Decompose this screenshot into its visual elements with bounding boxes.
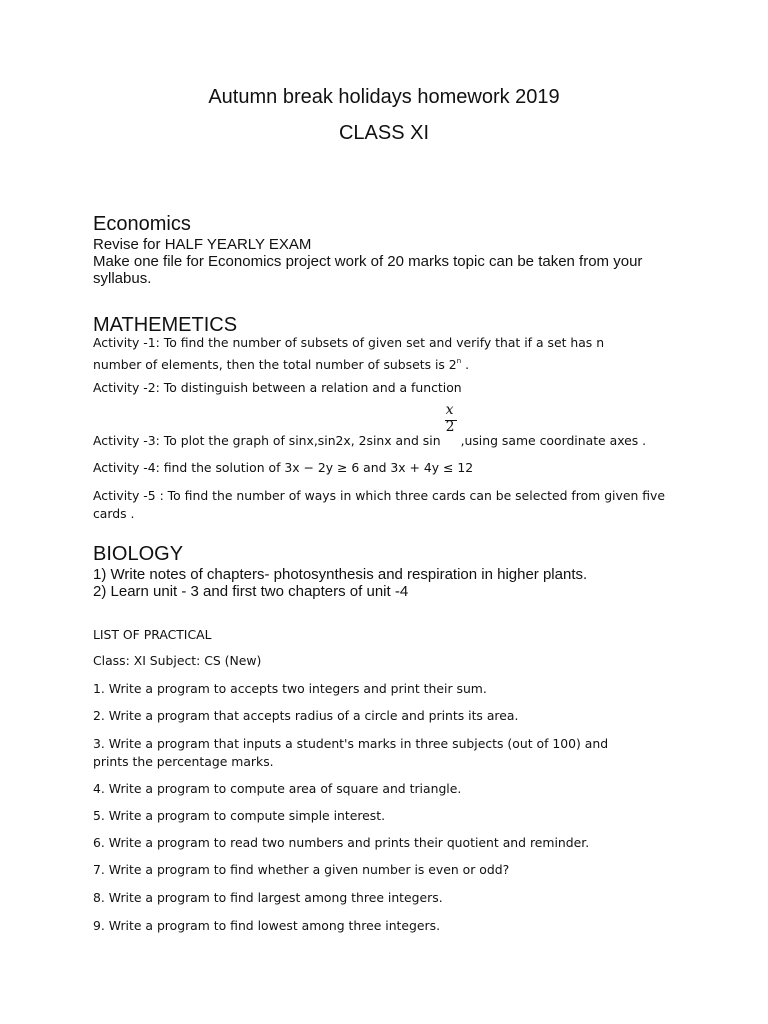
fraction-numerator: x [445,402,454,418]
practical-item-5: 5. Write a program to compute simple interest. [93,808,386,823]
math-activity-3 [93,402,683,450]
economics-heading: Economics [93,213,191,235]
practical-list-heading: LIST OF PRACTICAL [93,627,212,642]
practical-item-6: 6. Write a program to read two numbers and prints their quotient and reminder. [93,835,590,850]
document-title: Autumn break holidays homework 2019 [208,86,560,108]
fraction-denominator: 2 [445,419,455,435]
math-activity-1 [93,334,638,374]
practical-item-9: 9. Write a program to find lowest among three integers. [93,918,441,933]
economics-line-1: Revise for HALF YEARLY EXAM [93,236,312,253]
fraction-x-over-2 [443,402,459,445]
practical-item-2: 2. Write a program that accepts radius of a circle and prints its area. [93,708,519,723]
class-title: CLASS XI [338,122,430,144]
practical-item-1: 1. Write a program to accepts two integers and print their sum. [93,681,487,696]
math-activity-3-text: Activity -3: To plot the graph of sinx,sin2x, 2sinx and sin [93,433,441,448]
biology-heading: BIOLOGY [93,543,184,565]
practical-item-7: 7. Write a program to find whether a given number is even or odd? [93,862,510,877]
practical-class-subject: Class: XI Subject: CS (New) [93,653,262,668]
math-activity-2: Activity -2: To distinguish between a relation and a function [93,380,462,395]
practical-item-4: 4. Write a program to compute area of square and triangle. [93,781,462,796]
biology-section [93,542,693,600]
math-activity-1-text: Activity -1: To find the number of subsets of given set and verify that if a set has n number of elements, then the total number of subsets is 2 [93,335,605,372]
math-activity-5: Activity -5 : To find the number of ways in which three cards can be selected from given five cards . [93,488,666,521]
math-activity-1-superscript: n [456,357,462,365]
mathematics-heading: MATHEMETICS [93,314,238,336]
economics-section [93,212,683,287]
practical-item-3: 3. Write a program that inputs a student's marks in three subjects (out of 100) and prints the percentage marks. [93,736,609,769]
biology-line-1: 1) Write notes of chapters- photosynthesis and respiration in higher plants. [93,566,588,583]
economics-line-2: Make one file for Economics project work of 20 marks topic can be taken from your syllabus. [93,253,643,287]
biology-line-2: 2) Learn unit - 3 and first two chapters of unit -4 [93,583,409,600]
practical-item-8: 8. Write a program to find largest among three integers. [93,890,443,905]
math-activity-3-end: ,using same coordinate axes . [460,433,647,448]
math-activity-1-end: . [461,357,470,372]
math-activity-4: Activity -4: find the solution of 3x − 2y ≥ 6 and 3x + 4y ≤ 12 [93,460,474,475]
